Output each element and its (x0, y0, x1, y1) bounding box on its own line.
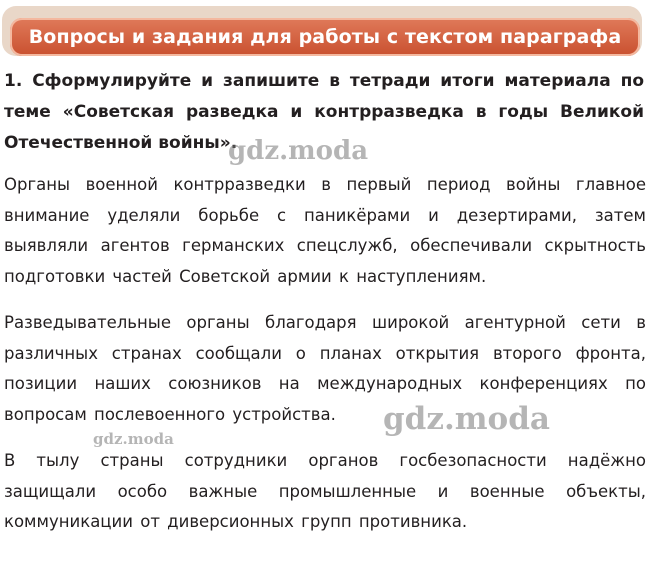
section-header-plate (10, 18, 640, 56)
answer-paragraph-3: В тылу страны сотрудники органов госбезопасности надёжно защищали особо важные промышленные и военные объекты, коммуникации от диверсионных групп противника. (4, 451, 646, 531)
answer-paragraph-1: Органы военной контрразведки в первый период войны главное внимание уделяли борьбе с паникёрами и дезертирами, затем выявляли агентов германских спецслужб, обеспечивали скрытность подготовки частей Советской армии к наступлениям. (4, 175, 646, 286)
watermark: gdz.moda (383, 401, 550, 437)
watermark: gdz.moda (93, 430, 174, 448)
section-title: Вопросы и задания для работы с текстом параграфа (28, 26, 622, 48)
watermark: gdz.moda (228, 136, 369, 166)
task-question: 1. Сформулируйте и запишите в тетради итоги материала по теме «Советская разведка и контрразведка в годы Великой Отечественной войны». (4, 71, 644, 153)
section-header-banner (2, 6, 642, 56)
answer-paragraph-2: Разведывательные органы благодаря широкой агентурной сети в различных странах сообщали о планах открытия второго фронта, позиции наших союзников на международных конференциях по вопросам послевоенного устройства. (4, 313, 646, 424)
